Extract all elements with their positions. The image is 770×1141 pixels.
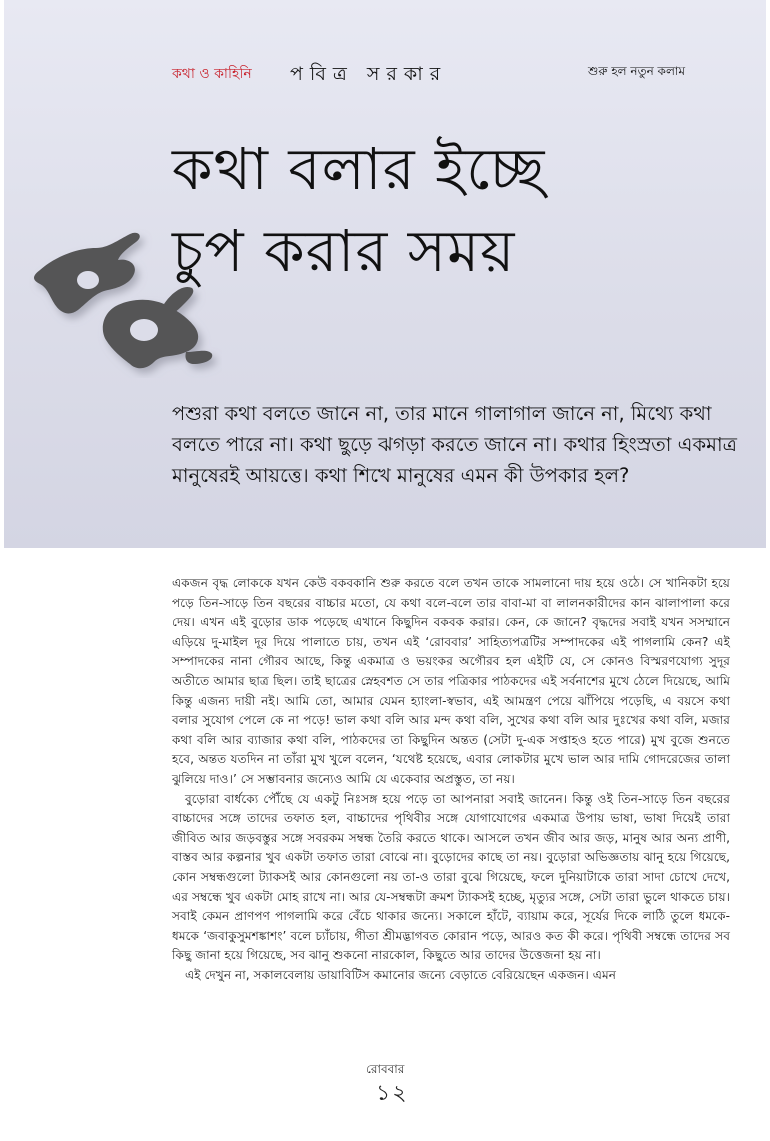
page-number: ১২	[376, 1081, 409, 1106]
headline	[172, 128, 545, 292]
footer-magazine-name: রোববার	[366, 1062, 405, 1076]
body-paragraph-3: এই দেখুন না, সকালবেলায় ডায়াবিটিস কমানোর জন্যে বেড়াতে বেরিয়েছেন একজন। এমন	[185, 967, 617, 982]
standfirst: পশুরা কথা বলতে জানে না, তার মানে গালাগাল জানে না, মিথ্যে কথা বলতে পারে না। কথা ছুড়ে ঝগড়া করতে জানে না। কথার হিংস্রতা একমাত্র মানুষেরই আয়ত্তে। কথা শিখে মানুষের এমন কী উপকার হল?	[172, 402, 737, 487]
article-body	[172, 574, 730, 985]
sign-language-hands-icon	[26, 218, 222, 378]
body-paragraph-1: একজন বৃদ্ধ লোককে যখন কেউ বকবকানি শুরু করতে বলে তখন তাকে সামলানো দায় হয়ে ওঠে। সে খানিকটা হয়ে পড়ে তিন-সাড়ে তিন বছরের বাচ্চার মতো, যে কথা বলে-বলে তার বাবা-মা বা লালনকারীদের কান ঝালাপালা করে দেয়। এখন এই বুড়োর ডাক পড়েছে এখানে কিছুদিন বকবক করার। কেন, কে জানে? বৃদ্ধদের সবাই যখন সসম্মানে এড়িয়ে দু-মাইল দূর দিয়ে পালাতে চায়, তখন এই ‘রোববার’ সাহিত্যপত্রটির সম্পাদকের এই পাগলামি কেন? এই সম্পাদকের নানা গৌরব আছে, কিন্তু একমাত্র ও ভয়ংকর অগৌরব হল এইটি যে, সে কোনও বিস্মরণযোগ্য সুদূর অতীতে আমার ছাত্র ছিল। তাই ছাত্রের স্নেহবশত সে তার পত্রিকার পাঠকদের এই সর্বনাশের মুখে ঠেলে দিয়েছে, আমি কিন্তু এজন্য দায়ী নই। আমি তো, আমার যেমন হ্যাংলা-স্বভাব, এই আমন্ত্রণ পেয়ে ঝাঁপিয়ে পড়েছি, এ বয়সে কথা বলার সুযোগ পেলে কে না পড়ে! ভাল কথা বলি আর মন্দ কথা বলি, সুখের কথা বলি আর দুঃখের কথা বলি, মজার কথা বলি আর ব্যাজার কথা বলি, পাঠকদের তা কিছুদিন অন্তত (সেটা দু-এক সপ্তাহও হতে পারে) মুখ বুজে শুনতে হবে, অন্তত যতদিন না তাঁরা মুখ খুলে বলেন, ‘যথেষ্ট হয়েছে, এবার লোকটার মুখে ভাল আর দামি গোদরেজের তালা ঝুলিয়ে দাও।’ সে সম্ভাবনার জন্যেও আমি যে একেবার অপ্রস্তুত, তা নয়।	[172, 576, 730, 786]
body-paragraph-2: বুড়োরা বার্ধক্যে পৌঁছে যে একটু নিঃসঙ্গ হয়ে পড়ে তা আপনারা সবাই জানেন। কিন্তু ওই তিন-সাড়ে তিন বছরের বাচ্চাদের সঙ্গে তাদের তফাত হল, বাচ্চাদের পৃথিবীর সঙ্গে যোগাযোগের একমাত্র উপায় ভাষা, ভাষা দিয়েই তারা জীবিত আর জড়বস্তুর সঙ্গে সবরকম সম্বন্ধ তৈরি করতে থাকে। আসলে তখন জীব আর জড়, মানুষ আর অন্য প্রাণী, বাস্তব আর কল্পনার খুব একটা তফাত তারা বোঝে না। বুড়োদের কাছে তা নয়। বুড়োরা অভিজ্ঞতায় ঝানু হয়ে গিয়েছে, কোন সম্বন্ধগুলো ট্যাকসই আর কোনগুলো নয় তা-ও তারা বুঝে গিয়েছে, ফলে দুনিয়াটাকে তারা সাদা চোখে দেখে, এর সম্বন্ধে খুব একটা মোহ রাখে না। আর যে-সম্বন্ধটা ক্রমশ ট্যাকসই হচ্ছে, মৃত্যুর সঙ্গে, সেটা তারা ভুলে থাকতে চায়। সবাই কেমন প্রাণপণ পাগলামি করে বেঁচে থাকার জন্যে। সকালে হাঁটে, ব্যায়াম করে, সূর্যের দিকে লাঠি তুলে ধমকে-ধমকে ‘জবাকুসুমশঙ্কাশং’ বলে চ্যাঁচায়, গীতা শ্রীমদ্ভাগবত কোরান পড়ে, আরও কত কী করে। পৃথিবী সম্বন্ধে তাদের সব কিছু জানা হয়ে গিয়েছে, সব ঝানু শুকনো নারকোল, কিছুতে আর তাদের উত্তেজনা হয় না।	[172, 791, 730, 963]
section-label: কথা ও কাহিনি	[172, 66, 252, 82]
headline-line-2: চুপ করার সময়	[172, 217, 516, 285]
author-name: পবিত্র সরকার	[290, 63, 448, 85]
column-tagline: শুরু হল নতুন কলাম	[588, 64, 686, 78]
headline-line-1: কথা বলার ইচ্ছে	[172, 135, 546, 203]
